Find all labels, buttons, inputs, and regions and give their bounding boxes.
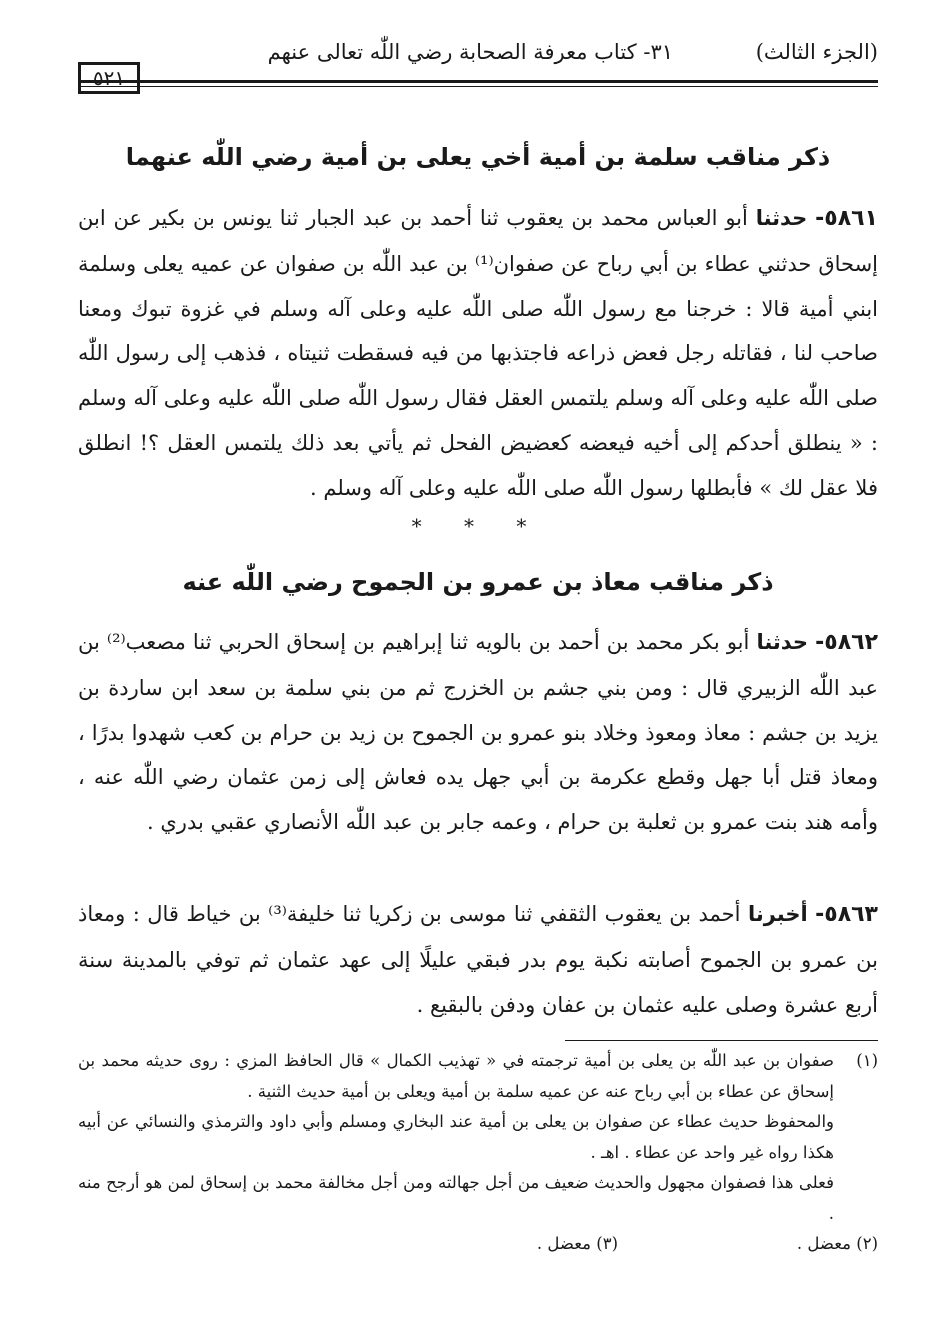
footnotes [78,1046,878,1260]
hadith-number: ٥٨٦٣- [815,902,878,927]
hadith-lead-word: أخبرنا [747,902,808,926]
section-heading-muadh: ذكر مناقب معاذ بن عمرو بن الجموح رضي اللّٰه عنه [182,568,774,596]
section-heading-salama: ذكر مناقب سلمة بن أمية أخي يعلى بن أمية رضي اللّٰه عنهما [125,143,831,171]
section-divider: * * * [411,514,545,538]
footnote-text: صفوان بن عبد اللّٰه بن يعلى بن أمية ترجمته في « تهذيب الكمال » قال الحافظ المزي : روى حديثه محمد بن إسحاق عن عطاء بن أبي رباح عنه عن عميه سلمة بن أمية ويعلى بن أمية حديث الثنية . [78,1051,834,1101]
footnote-2 [618,1229,878,1260]
hadith-number: ٥٨٦١- [815,206,878,231]
hadith-5861 [78,196,878,511]
header-rule-thick [78,80,878,83]
footnote-rule [565,1040,878,1041]
footnote-marker: (٣) [596,1234,618,1253]
page-number: ٥٢١ [78,62,140,94]
footnote-text: معضل . [796,1234,851,1253]
footnote-marker: (٢) [856,1234,878,1253]
footnote-1-continuation: فعلى هذا فصفوان مجهول والحديث ضعيف من أجل جهالته ومن أجل مخالفة محمد بن إسحاق لمن هو أرجح منه . [78,1173,834,1223]
hadith-5863 [78,892,878,1027]
footnote-text: معضل . [536,1234,591,1253]
hadith-number: ٥٨٦٢- [815,630,878,655]
footnote-1 [78,1046,878,1107]
footnote-3 [418,1229,618,1260]
hadith-text: أحمد بن يعقوب الثقفي ثنا موسى بن زكريا ثنا خليفة⁽³⁾ بن خياط قال : ومعاذ بن عمرو بن الجموح أصابته نكبة يوم بدر فبقي عليلًا إلى عهد عثمان ثم توفي بالمدينة سنة أربع عشرة وصلى عليه عثمان بن عفان ودفن بالبقيع . [78,902,878,1017]
footnotes-2-3 [78,1229,878,1260]
hadith-lead-word: حدثنا [756,630,809,654]
footnote-marker: (١) [856,1051,878,1070]
footnote-1-continuation: والمحفوظ حديث عطاء عن صفوان بن يعلى بن أمية عند البخاري ومسلم وأبي داود والترمذي والنسائي عن أبيه هكذا رواه غير واحد عن عطاء . اهـ . [78,1112,834,1162]
hadith-text: أبو العباس محمد بن يعقوب ثنا أحمد بن عبد الجبار ثنا يونس بن بكير عن ابن إسحاق حدثني عطاء بن أبي رباح عن صفوان⁽¹⁾ بن عبد اللّٰه بن صفوان عن عميه يعلى وسلمة ابني أمية قالا : خرجنا مع رسول اللّٰه صلى اللّٰه عليه وعلى آله وسلم في غزوة تبوك ومعنا صاحب لنا ، فقاتله رجل فعض ذراعه فاجتذبها من فيه فسقطت ثنيتاه ، فذهب إلى رسول اللّٰه صلى اللّٰه عليه وعلى آله وسلم يلتمس العقل فقال رسول اللّٰه صلى اللّٰه عليه وعلى آله وسلم : « ينطلق أحدكم إلى أخيه فيعضه كعضيض الفحل ثم يأتي بعد ذلك يلتمس العقل ؟! انطلق فلا عقل لك » فأبطلها رسول اللّٰه صلى اللّٰه عليه وعلى آله وسلم . [78,206,879,500]
running-header [78,40,878,90]
volume-label: (الجزء الثالث) [755,40,878,64]
hadith-5862 [78,620,878,845]
hadith-text: أبو بكر محمد بن أحمد بن بالويه ثنا إبراهيم بن إسحاق الحربي ثنا مصعب⁽²⁾ بن عبد اللّٰه الزبيري قال : ومن بني جشم بن الخزرج ثم من بني سلمة بن سعد ابن ساردة بن يزيد بن جشم : معاذ ومعوذ وخلاد بنو عمرو بن الجموح بن زيد بن حرام بن كعب شهدوا بدرًا ، ومعاذ قتل أبا جهل وقطع عكرمة بن أبي جهل يده فعاش إلى زمن عثمان رضي اللّٰه عنه ، وأمه هند بنت عمرو بن ثعلبة بن حرام ، وعمه جابر بن عبد اللّٰه الأنصاري عقبي بدري . [78,630,878,835]
book-title: ٣١- كتاب معرفة الصحابة رضي اللّٰه تعالى عنهم [267,40,673,64]
hadith-lead-word: حدثنا [755,206,808,230]
header-rule-thin [78,86,878,87]
